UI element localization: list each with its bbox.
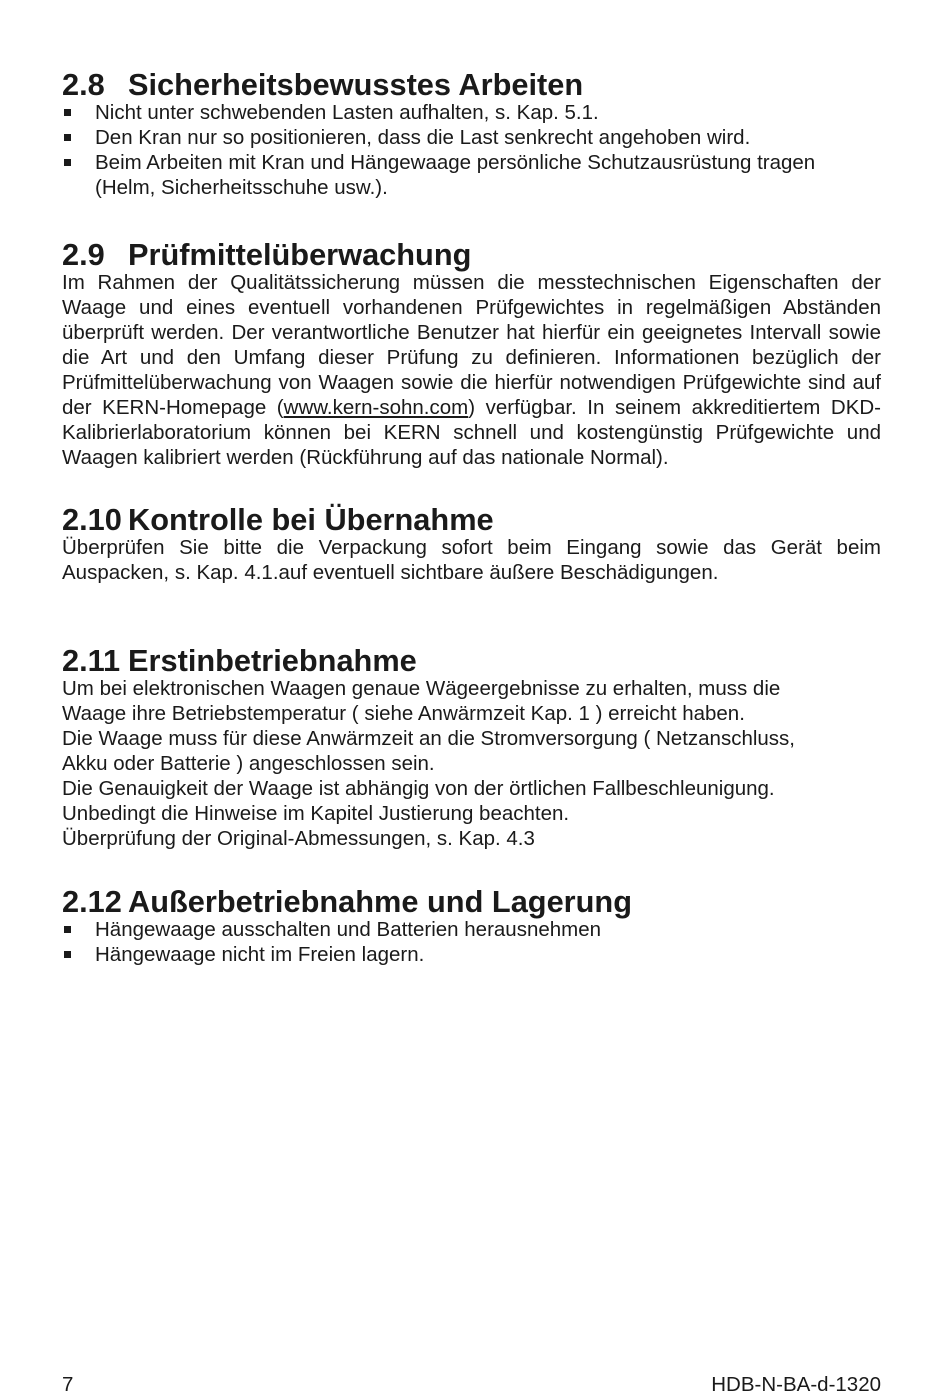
text-line: Überprüfung der Original-Abmessungen, s. Kap. 4.3 [62,827,535,850]
section-2-11 [62,643,881,851]
page-number: 7 [62,1373,74,1396]
list-item: Hängewaage nicht im Freien lagern. [62,942,881,967]
section-title: Kontrolle bei Übernahme [128,502,494,537]
section-title: Prüfmittelüberwachung [128,237,472,272]
text-line: Die Waage muss für diese Anwärmzeit an die Stromversorgung ( Netzanschluss, [62,727,795,750]
section-heading [62,884,881,919]
section-paragraph: Im Rahmen der Qualitätssicherung müssen die messtechnischen Eigenschaften der Waage und eines eventuell vorhandenen Prüfgewichtes in regelmäßigen Abständen überprüft werden. Der verantwortliche Benutzer hat hierfür ein geeignetes Intervall sowie die Art und den Umfang dieser Prüfung zu definieren. Informationen bezüglich der Prüfmittelüberwachung von Waagen sowie die hierfür notwendigen Prüfgewichte sind auf der KERN-Homepage (www.kern-sohn.com) verfügbar. In seinem akkreditiertem DKD-Kalibrierlaboratorium können bei KERN schnell und kostengünstig Prüfgewichte und Waagen kalibriert werden (Rückführung auf das nationale Normal). [62,271,881,469]
list-item: Hängewaage ausschalten und Batterien herausnehmen [62,917,881,942]
section-2-10 [62,502,881,585]
bullet-list [62,917,881,967]
list-item: Den Kran nur so positionieren, dass die Last senkrecht angehoben wird. [62,125,881,150]
document-code: HDB-N-BA-d-1320 [711,1373,881,1396]
square-bullet-icon [64,951,71,958]
section-number: 2.10 [62,502,122,537]
section-heading [62,643,881,678]
section-number: 2.8 [62,67,105,102]
text-line: Waage ihre Betriebstemperatur ( siehe Anwärmzeit Kap. 1 ) erreicht haben. [62,702,745,725]
section-2-12 [62,884,881,967]
section-paragraph [62,676,881,851]
section-heading [62,237,881,272]
section-heading [62,502,881,537]
list-item: Beim Arbeiten mit Kran und Hängewaage persönliche Schutzausrüstung tragen (Helm, Sicherheitsschuhe usw.). [62,150,881,200]
list-item: Nicht unter schwebenden Lasten aufhalten, s. Kap. 5.1. [62,100,881,125]
section-number: 2.12 [62,884,122,919]
square-bullet-icon [64,159,71,166]
section-title: Außerbetriebnahme und Lagerung [128,884,632,919]
section-number: 2.11 [62,643,121,678]
document-page [62,67,881,967]
text-line: Akku oder Batterie ) angeschlossen sein. [62,752,435,775]
square-bullet-icon [64,134,71,141]
section-title: Erstinbetriebnahme [128,643,417,678]
text-line: Unbedingt die Hinweise im Kapitel Justierung beachten. [62,802,570,825]
section-heading [62,67,881,102]
square-bullet-icon [64,926,71,933]
text-line: Um bei elektronischen Waagen genaue Wägeergebnisse zu erhalten, muss die [62,677,781,700]
square-bullet-icon [64,109,71,116]
text-line: Die Genauigkeit der Waage ist abhängig von der örtlichen Fallbeschleunigung. [62,777,775,800]
section-2-8 [62,67,881,200]
homepage-link[interactable]: www.kern-sohn.com [283,396,469,419]
section-title: Sicherheitsbewusstes Arbeiten [128,67,584,102]
section-number: 2.9 [62,237,105,272]
bullet-list [62,100,881,200]
section-2-9 [62,237,881,470]
section-paragraph: Überprüfen Sie bitte die Verpackung sofort beim Eingang sowie das Gerät beim Auspacken, s. Kap. 4.1.auf eventuell sichtbare äußere Beschädigungen. [62,536,881,584]
